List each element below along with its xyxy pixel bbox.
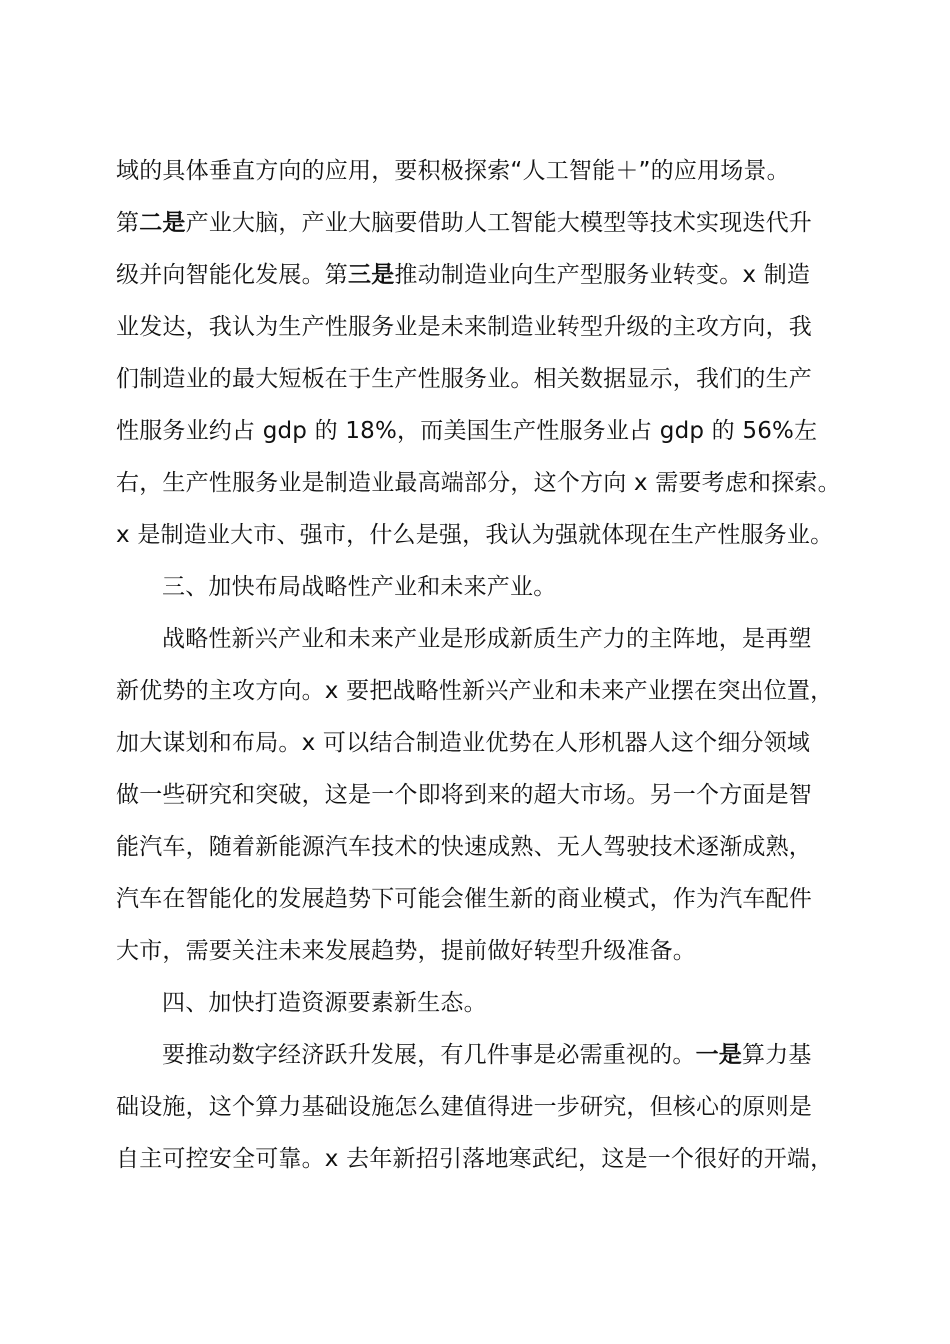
document-body [116, 145, 841, 1185]
text-line [116, 197, 838, 249]
text-segment: 新优势的主攻方向。x 要把战略性新兴产业和未来产业摆在突出位置， [116, 678, 834, 704]
text-segment: 级并向智能化发展。第 [116, 262, 348, 288]
text-line [116, 873, 838, 925]
text-line [116, 769, 838, 821]
text-line [116, 249, 838, 301]
text-line [116, 613, 838, 665]
text-segment: 加大谋划和布局。x 可以结合制造业优势在人形机器人这个细分领域 [116, 730, 811, 756]
text-segment: 自主可控安全可靠。x 去年新招引落地寒武纪，这是一个很好的开端， [116, 1146, 834, 1172]
text-line [116, 145, 838, 197]
text-segment: 算力基 [742, 1042, 812, 1068]
text-line [116, 353, 838, 405]
text-segment: 第 [116, 210, 140, 236]
bold-text-segment: 三是 [348, 262, 395, 288]
text-line [116, 457, 841, 509]
text-line [116, 665, 838, 717]
text-line [116, 301, 838, 353]
text-segment: 做一些研究和突破，这是一个即将到来的超大市场。另一个方面是智 [116, 782, 812, 808]
text-line [116, 509, 838, 561]
text-segment: 域的具体垂直方向的应用，要积极探索“人工智能＋”的应用场景。 [116, 158, 790, 184]
text-segment: 业发达，我认为生产性服务业是未来制造业转型升级的主攻方向，我 [116, 314, 812, 340]
text-line [116, 1133, 838, 1185]
text-line [116, 1029, 838, 1081]
text-segment: 三、加快布局战略性产业和未来产业。 [162, 574, 557, 600]
text-segment: x 是制造业大市、强市，什么是强，我认为强就体现在生产性服务业。 [116, 522, 834, 548]
text-line [116, 561, 838, 613]
text-segment: 右，生产性服务业是制造业最高端部分，这个方向 x 需要考虑和探索。 [116, 470, 841, 496]
text-segment: 汽车在智能化的发展趋势下可能会催生新的商业模式，作为汽车配件 [116, 886, 812, 912]
text-segment: 产业大脑，产业大脑要借助人工智能大模型等技术实现迭代升 [185, 210, 813, 236]
text-line [116, 977, 838, 1029]
text-segment: 们制造业的最大短板在于生产性服务业。相关数据显示，我们的生产 [116, 366, 812, 392]
text-segment: 战略性新兴产业和未来产业是形成新质生产力的主阵地，是再塑 [162, 626, 812, 652]
text-line [116, 1081, 838, 1133]
text-segment: 性服务业约占 gdp 的 18%，而美国生产性服务业占 gdp 的 56%左 [116, 418, 818, 444]
text-segment: 能汽车，随着新能源汽车技术的快速成熟、无人驾驶技术逐渐成熟， [116, 834, 812, 860]
text-segment: 大市，需要关注未来发展趋势，提前做好转型升级准备。 [116, 938, 696, 964]
text-segment: 四、加快打造资源要素新生态。 [162, 990, 487, 1016]
text-line [116, 925, 838, 977]
bold-text-segment: 一是 [695, 1042, 743, 1068]
text-segment: 推动制造业向生产型服务业转变。x 制造 [394, 262, 811, 288]
text-segment: 础设施，这个算力基础设施怎么建值得进一步研究，但核心的原则是 [116, 1094, 812, 1120]
text-line [116, 717, 838, 769]
text-line [116, 821, 838, 873]
text-line [116, 405, 838, 457]
text-segment: 要推动数字经济跃升发展，有几件事是必需重视的。 [162, 1042, 696, 1068]
bold-text-segment: 二是 [139, 210, 186, 236]
